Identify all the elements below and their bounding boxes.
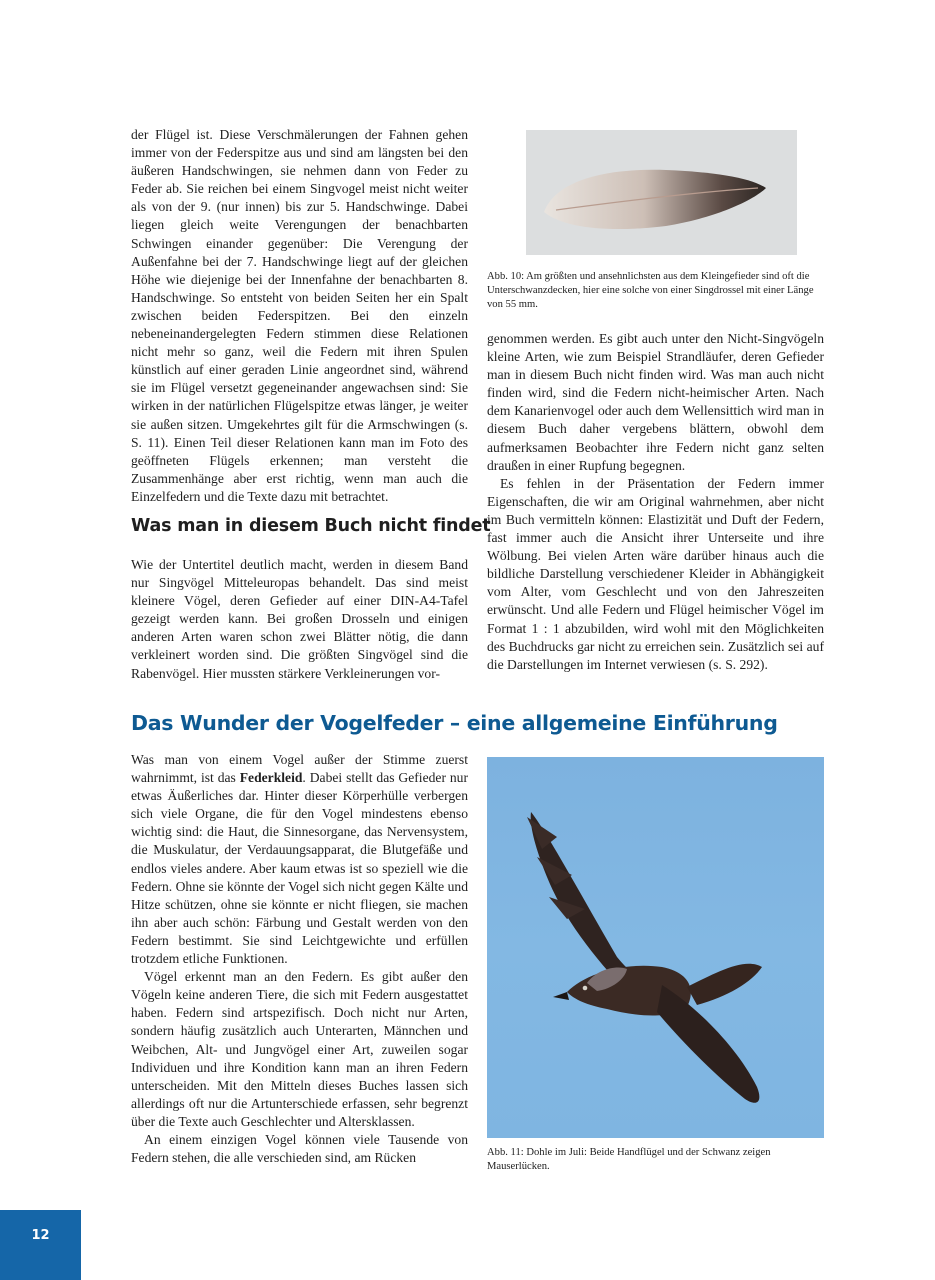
left-column-bottom — [131, 751, 468, 1167]
bold-term: Federkleid — [239, 770, 303, 786]
figure-10-caption: Abb. 10: Am größten und ansehnlichsten aus dem Kleingefieder sind oft die Unterschwanzdecken, hier eine solche von einer Singdrossel mit einer Länge von 55 mm. — [487, 271, 814, 311]
right-column-top — [487, 330, 824, 674]
body-paragraph: Vögel erkennt man an den Federn. Es gibt außer den Vögeln keine anderen Tiere, die sich mit Federn ausgestattet haben. Federn sind artspezifisch. Doch nicht nur Arten, sondern häufig zusätzlich auch Unterarten, Männchen und Weibchen, Alt- und Jungvögel einer Art, zuweilen sogar Individuen und ihre Kondition kann man an ihren Federn unterscheiden. Mit den Mitteln dieses Buches lassen sich allerdings oft nur die Artunterschiede erfassen, sehr begrenzt über die Texte auch Geschlechter und Altersklassen. — [131, 969, 468, 1129]
page-number-tab — [0, 1210, 81, 1280]
body-paragraph: genommen werden. Es gibt auch unter den Nicht-Singvögeln kleine Arten, wie zum Beispiel Strandläufer, deren Gefieder man in diesem Buch nicht finden wird. Was man auch nicht finden wird, sind die Federn nicht-heimischer Arten. Nach dem Kanarienvogel oder auch dem Wellensittich wird man in diesem Buch daher vergebens blättern, obwohl dem aufmerksamen Beobachter ihre Federn nicht ganz selten draußen in einer Rupfung begegnen. — [487, 331, 824, 473]
body-paragraph: An einem einzigen Vogel können viele Tausende von Federn stehen, die alle verschieden sind, am Rücken — [131, 1131, 468, 1166]
section-heading-main: Das Wunder der Vogelfeder – eine allgemeine Einführung — [131, 711, 778, 735]
feather-photo — [526, 130, 797, 255]
paragraph-text: Was man von einem Vogel außer der Stimme zuerst wahrnimmt, ist das — [131, 752, 468, 786]
feather-illustration — [526, 130, 797, 255]
jackdaw-illustration — [487, 757, 824, 1138]
section-heading-not-included: Was man in diesem Buch nicht findet — [131, 516, 491, 536]
body-paragraph: Wie der Untertitel deutlich macht, werden in diesem Band nur Singvögel Mitteleuropas behandelt. Das sind meist kleinere Vögel, deren Gefieder auf einer DIN-A4-Tafel gezeigt werden kann. Bei großen Drosseln und einigen anderen Arten waren schon zwei Blätter nötig, die dann verkleinert worden sind. Die größten Singvögel sind die Rabenvögel. Hier mussten stärkere Verkleinerungen vor- — [131, 557, 468, 681]
left-column-top — [131, 126, 468, 506]
paragraph-text: . Dabei stellt das Gefieder nur etwas Äußerliches dar. Hinter dieser Körperhülle verbergen sich viele Organe, die für den Vogel mindestens ebenso wichtig sind: die Haut, die Sinnesorgane, das Nervensystem, die Muskulatur, der Verdauungsapparat, die Blutgefäße und endlos vieles andere. Aber kaum etwas ist so speziell wie die Federn. Ohne sie könnte der Vogel sich nicht gegen Kälte und Hitze schützen, ohne sie könnte er nicht fliegen, sie machen ihn aber auch schön: Färbung und Gestalt werden von den Federn bestimmt. Sie sind Leichtgewichte und erfüllen trotzdem etliche Funktionen. — [131, 770, 468, 967]
body-paragraph — [131, 751, 468, 968]
left-column-sub — [131, 556, 468, 683]
body-paragraph: Es fehlen in der Präsentation der Federn immer Eigenschaften, die wir am Original wahrnehmen, aber nicht im Buch vermitteln können: Elastizität und Duft der Federn, fast immer auch die Ansicht ihrer Unterseite und ihre Wölbung. Bei vielen Arten wäre darüber hinaus auch die bildliche Darstellung verschiedener Kleider in Abhängigkeit vom Alter, vom Geschlecht und von den Jahreszeiten erwünscht. Und alle Federn und Flügel heimischer Vögel im Format 1 : 1 abzubilden, wird wohl mit den Möglichkeiten des Buchdrucks gar nicht zu erreichen sein. Zusätzlich sei auf die Darstellungen im Internet verwiesen (s. S. 292). — [487, 475, 824, 672]
figure-11-caption: Abb. 11: Dohle im Juli: Beide Handflügel und der Schwanz zeigen Mauserlücken. — [487, 1147, 771, 1173]
body-paragraph: der Flügel ist. Diese Verschmälerungen der Fahnen gehen immer von der Federspitze aus und sind am längsten bei den äußeren Handschwingen, sie nehmen dann von Feder zu Feder ab. Sie reichen bei einem Singvogel meist nicht weiter als von der 9. (nur innen) bis zur 5. Handschwinge. Dabei liegen gleich weite Verengungen der benachbarten Schwingen einander gegenüber: Die Verengung der Außenfahne bei der 7. Handschwinge liegt auf der gleichen Höhe wie diejenige bei der Innenfahne der benachbarten 8. Handschwinge. So entsteht von beiden Seiten her ein Spalt zwischen beiden Federspitzen. Bei den einzeln nebeneinandergelegten Federn stimmen diese Relationen nicht mehr so ganz, weil die Federn mit ihren Spulen künstlich auf einer geraden Linie angeordnet sind, während sie im Flügel versetzt gegeneinander angewachsen sind: Sie wirken in der natürlichen Flügelspitze etwas länger, je weiter sie außen sitzen. Umgekehrtes gilt für die Armschwingen (s. S. 11). Einen Teil dieser Relationen kann man im Foto des geöffneten Flügels erkennen; man versteht die Zusammenhänge aber erst richtig, wenn man auch die Einzelfedern und die Texte dazu mit betrachtet. — [131, 127, 468, 504]
jackdaw-photo — [487, 757, 824, 1138]
page-number: 12 — [31, 1228, 50, 1243]
